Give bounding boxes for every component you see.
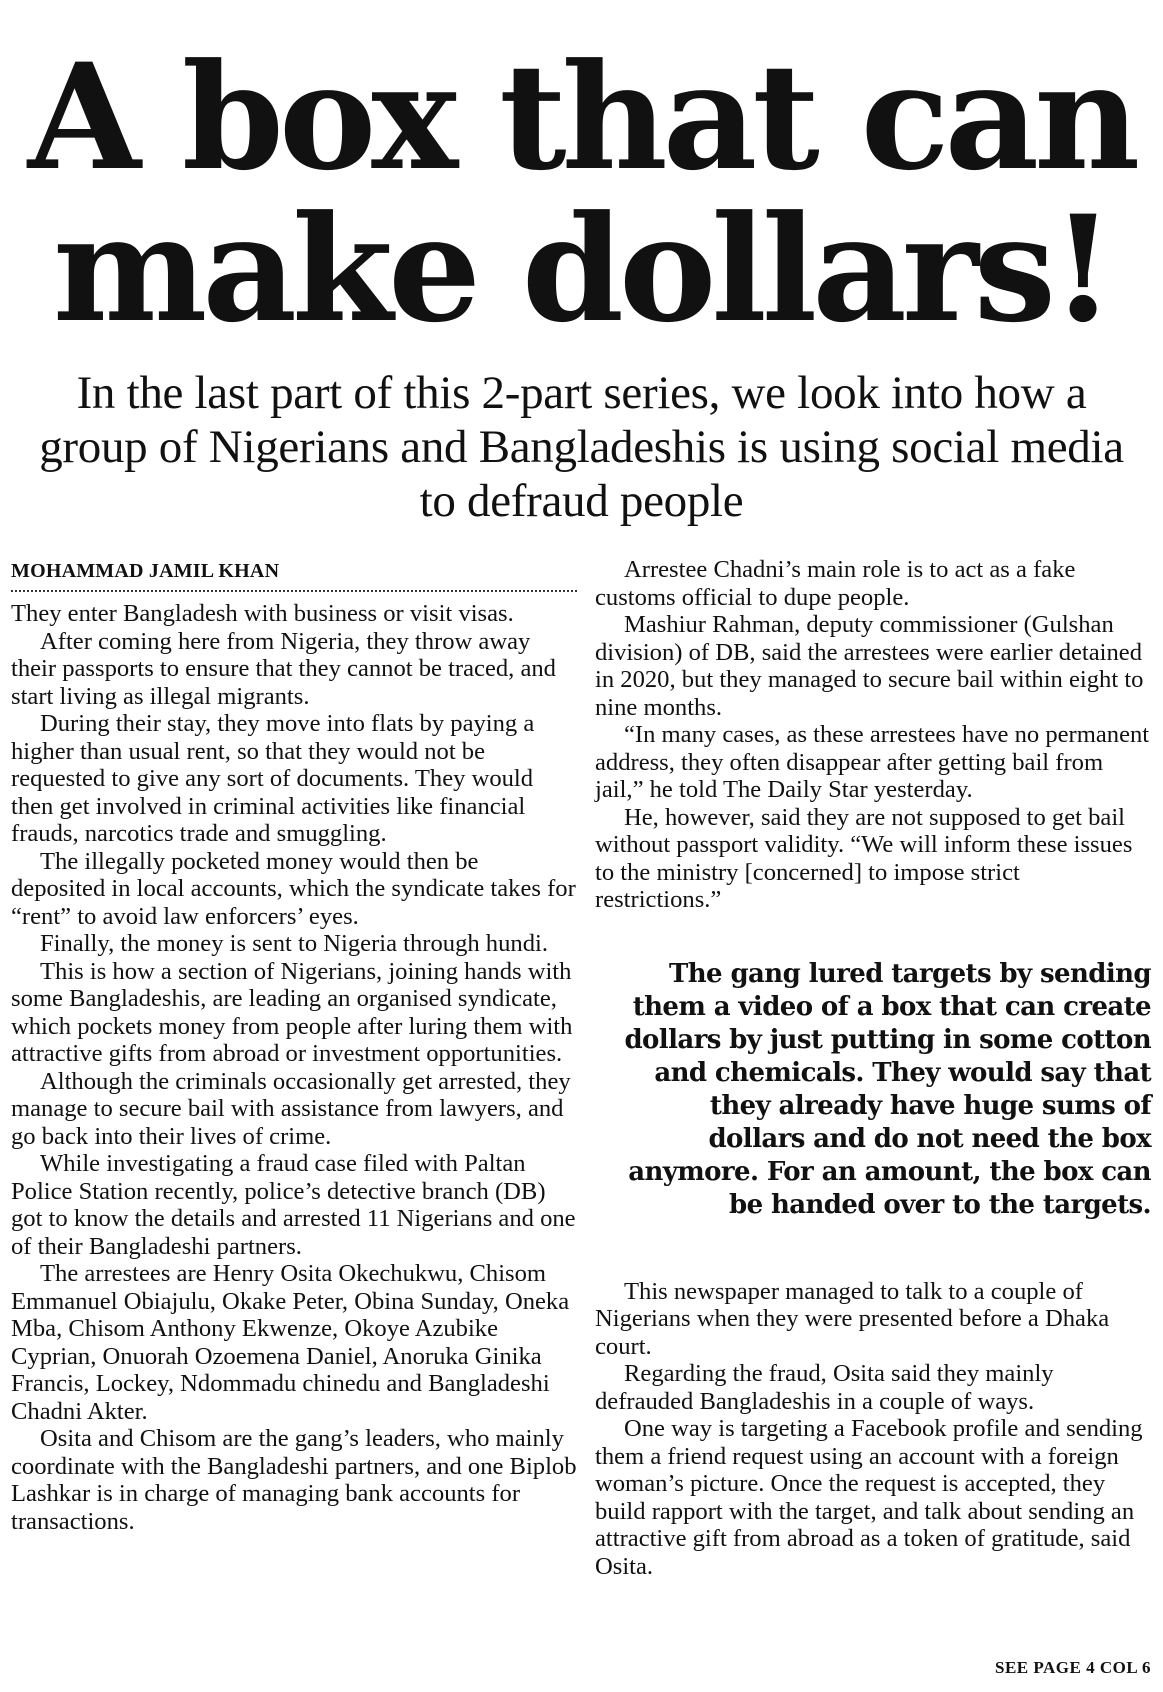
deck: In the last part of this 2-part series, we look into how a group of Nigerians and Bangladeshis is using social media to defraud people: [39, 367, 1124, 527]
byline-rule: [11, 590, 577, 592]
left-column: [11, 558, 577, 1535]
body-paragraph: Mashiur Rahman, deputy commissioner (Gulshan division) of DB, said the arrestees were earlier detained in 2020, but they managed to secure bail within eight to nine months.: [595, 611, 1144, 721]
body-paragraph: Although the criminals occasionally get arrested, they manage to secure bail with assistance from lawyers, and go back into their lives of crime.: [11, 1067, 571, 1150]
body-paragraph: This is how a section of Nigerians, joining hands with some Bangladeshis, are leading an organised syndicate, which pockets money from people after luring them with attractive gifts from abroad or investment opportunities.: [11, 957, 573, 1067]
body-paragraph: While investigating a fraud case filed with Paltan Police Station recently, police’s detective branch (DB) got to know the details and arrested 11 Nigerians and one of their Bangladeshi partners.: [11, 1150, 576, 1260]
body-paragraph: “In many cases, as these arrestees have no permanent address, they often disappear after getting bail from jail,” he told The Daily Star yesterday.: [595, 721, 1150, 803]
body-paragraph: The arrestees are Henry Osita Okechukwu, Chisom Emmanuel Obiajulu, Okake Peter, Obina Sunday, Oneka Mba, Chisom Anthony Ekwenze, Okoye Azubike Cyprian, Onuorah Ozoemena Daniel, Anoruka Ginika Francis, Lockey, Ndommadu chinedu and Bangladeshi Chadni Akter.: [11, 1260, 570, 1425]
body-paragraph: One way is targeting a Facebook profile and sending them a friend request using an account with a foreign woman’s picture. Once the request is accepted, they build rapport with the target, and talk about sending an attractive gift from abroad as a token of gratitude, said Osita.: [595, 1415, 1143, 1580]
body-paragraph: During their stay, they move into flats by paying a higher than usual rent, so that they would not be requested to give any sort of documents. They would then get involved in criminal activities like financial frauds, narcotics trade and smuggling.: [11, 710, 535, 847]
body-paragraph: After coming here from Nigeria, they throw away their passports to ensure that they cannot be traced, and start living as illegal migrants.: [11, 627, 556, 710]
body-paragraph: This newspaper managed to talk to a couple of Nigerians when they were presented before a Dhaka court.: [595, 1277, 1110, 1360]
body-paragraph: They enter Bangladesh with business or visit visas.: [11, 600, 514, 627]
body-paragraph: The illegally pocketed money would then be deposited in local accounts, which the syndicate takes for “rent” to avoid law enforcers’ eyes.: [11, 847, 576, 930]
body-paragraph: Arrestee Chadni’s main role is to act as a fake customs official to dupe people.: [595, 556, 1076, 611]
body-paragraph: Finally, the money is sent to Nigeria through hundi.: [40, 930, 548, 957]
body-paragraph: Osita and Chisom are the gang’s leaders, who mainly coordinate with the Bangladeshi partners, and one Biplob Lashkar is in charge of managing bank accounts for transactions.: [11, 1425, 577, 1535]
right-column: [595, 556, 1151, 1580]
byline: MOHAMMAD JAMIL KHAN: [11, 560, 280, 582]
spacer: [595, 1222, 1151, 1278]
pull-quote: The gang lured targets by sending them a video of a box that can create dollars by just putting in some cotton and chemicals. They would say that they already have huge sums of dollars and do not need the box anymore. For an amount, the box can be handed over to the targets.: [624, 958, 1151, 1220]
jump-line: SEE PAGE 4 COL 6: [995, 1658, 1151, 1677]
body-paragraph: Regarding the fraud, Osita said they mainly defrauded Bangladeshis in a couple of ways.: [595, 1360, 1054, 1415]
body-paragraph: He, however, said they are not supposed to get bail without passport validity. “We will inform these issues to the ministry [concerned] to impose strict restrictions.”: [595, 803, 1133, 913]
headline: A box that can make dollars!: [27, 32, 1136, 355]
